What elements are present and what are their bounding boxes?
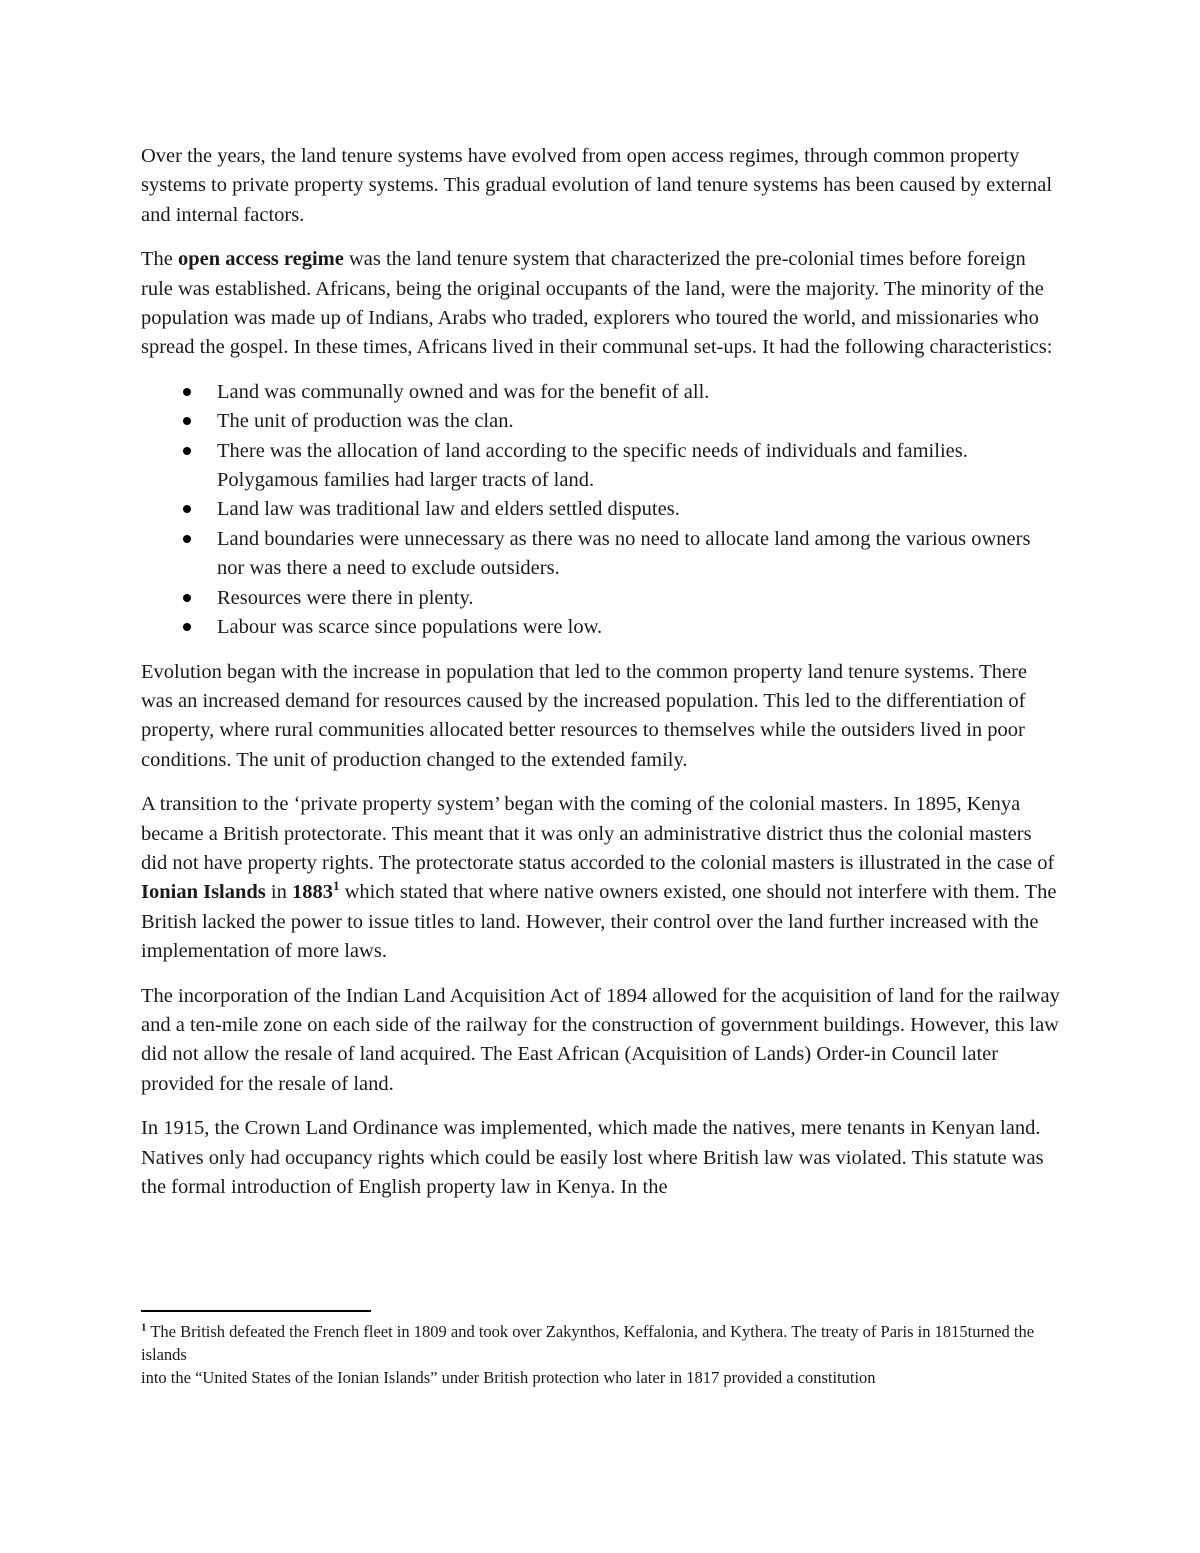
bullet-icon — [183, 623, 191, 631]
bullet-icon — [183, 535, 191, 543]
list-item: Resources were there in plenty. — [141, 584, 1061, 613]
characteristics-list — [141, 378, 1061, 643]
text-run: A transition to the ‘private property system’ began with the coming of the colonial masters. In 1895, Kenya became a British protectorate. This meant that it was only an administrative district thus the colonial masters did not have property rights. The protectorate status accorded to the colonial masters is illustrated in the case of — [141, 793, 1055, 874]
footnote-text: into the “United States of the Ionian Islands” under British protection who later in 1817 provided a constitution — [141, 1368, 876, 1387]
bullet-icon — [183, 594, 191, 602]
footnote-line — [141, 1320, 1071, 1366]
paragraph-evolution: Evolution began with the increase in population that led to the common property land tenure systems. There was an increased demand for resources caused by the increased population. This led to the differentiation of property, where rural communities allocated better resources to themselves while the outsiders lived in poor conditions. The unit of production changed to the extended family. — [141, 660, 1028, 771]
document-body — [141, 142, 1061, 1217]
list-item: Labour was scarce since populations were low. — [141, 613, 1061, 642]
paragraph-intro: Over the years, the land tenure systems have evolved from open access regimes, through common property systems to private property systems. This gradual evolution of land tenure systems has been caused by external and internal factors. — [141, 145, 1053, 226]
list-item: Land was communally owned and was for the benefit of all. — [141, 378, 1061, 407]
list-item: The unit of production was the clan. — [141, 407, 1061, 436]
text-run: in — [265, 881, 292, 904]
bold-term-open-access-regime: open access regime — [178, 248, 344, 271]
bullet-icon — [183, 505, 191, 513]
text-run: was the land tenure system that characterized the pre-colonial times before foreign rule was established. Africans, being the original occupants of the land, were the majority. The minority of the population was made up of Indians, Arabs who traded, explorers who toured the world, and missionaries who spread the gospel. In these times, Africans lived in their communal set-ups. It had the following characteristics: — [141, 248, 1053, 359]
paragraph-crown-land: In 1915, the Crown Land Ordinance was implemented, which made the natives, mere tenants in Kenyan land. Natives only had occupancy rights which could be easily lost where British law was violated. This statute was the formal introduction of English property law in Kenya. In the — [141, 1117, 1044, 1198]
list-item: Land law was traditional law and elders settled disputes. — [141, 495, 1061, 524]
text-run: which stated that where native owners existed, one should not interfere with them. The British lacked the power to issue titles to land. However, their control over the land further increased with the implementation of more laws. — [141, 881, 1057, 963]
paragraph-private-property — [141, 790, 1061, 966]
bullet-icon — [183, 417, 191, 425]
text-run: The — [141, 248, 178, 271]
footnote-area — [141, 1320, 1071, 1389]
bullet-icon — [183, 388, 191, 396]
paragraph-land-acquisition: The incorporation of the Indian Land Acquisition Act of 1894 allowed for the acquisition of land for the railway and a ten-mile zone on each side of the railway for the construction of government buildings. However, this law did not allow the resale of land acquired. The East African (Acquisition of Lands) Order-in Council later provided for the resale of land. — [141, 984, 1060, 1095]
footnote-mark: 1 — [141, 1321, 147, 1334]
footnote-text: The British defeated the French fleet in 1809 and took over Zakynthos, Keffalonia, and Kythera. The treaty of Paris in 1815turned the islands — [141, 1322, 1035, 1364]
list-item: Land boundaries were unnecessary as there was no need to allocate land among the various owners nor was there a need to exclude outsiders. — [141, 525, 1061, 584]
bullet-icon — [183, 447, 191, 455]
paragraph-open-access — [141, 245, 1061, 363]
bold-case-ionian-islands: Ionian Islands — [141, 881, 266, 904]
footnote-line — [141, 1366, 1071, 1389]
footnote-reference[interactable]: 1 — [333, 878, 340, 894]
bold-case-year: 1883 — [292, 881, 333, 904]
footnote-separator — [141, 1310, 371, 1312]
list-item: There was the allocation of land according to the specific needs of individuals and families. Polygamous families had larger tracts of land. — [141, 437, 1061, 496]
